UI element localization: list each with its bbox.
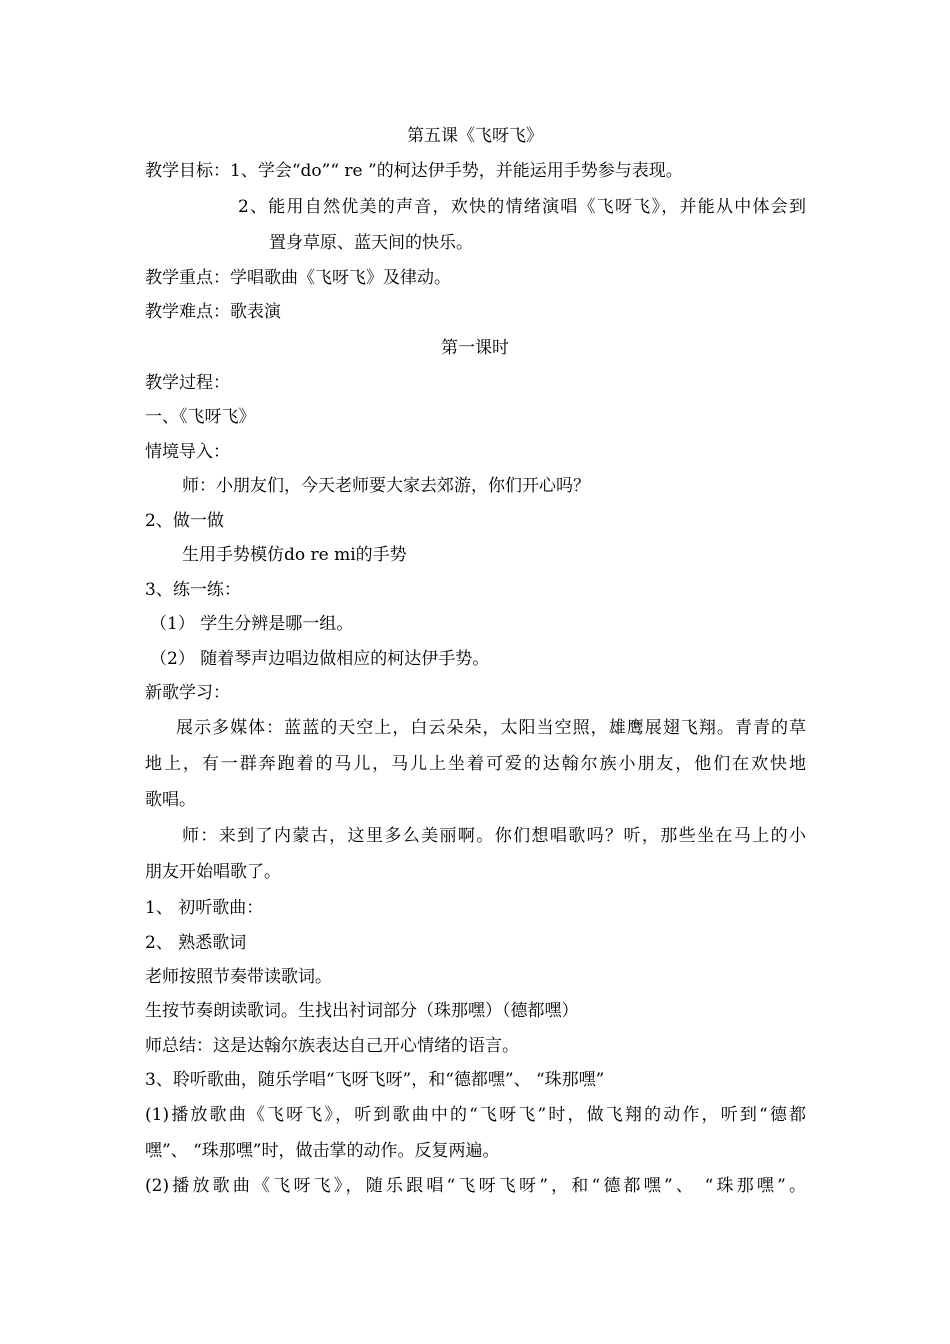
intro-text: 师：小朋友们，今天老师要大家去郊游，你们开心吗？ [182,476,590,496]
media-line-1: 展示多媒体：蓝蓝的天空上，白云朵朵，太阳当空照，雄鹰展翅飞翔。青青的草 [176,718,806,738]
section-1-heading: 一、《飞呀飞》 [145,407,256,427]
session-title: 第一课时 [441,338,509,358]
objectives-label: 教学目标： [145,161,230,181]
media-line-2: 地上，有一群奔跑着的马儿，马儿上坐着可爱的达翰尔族小朋友，他们在欢快地 [145,754,806,774]
song-step-1: 1、 初听歌曲： [145,898,264,918]
objective-2-line-1: 2、能用自然优美的声音，欢快的情绪演唱《飞呀飞》，并能从中体会到 [238,197,806,217]
teacher-line-1: 师：来到了内蒙古，这里多么美丽啊。你们想唱歌吗？听，那些坐在马上的小 [182,826,806,846]
difficulty: 教学难点：歌表演 [145,302,281,322]
step-3-heading: 3、练一练： [145,580,241,600]
lesson-title: 第五课《飞呀飞》 [407,126,543,146]
song-step-2-a: 老师按照节奏带读歌词。 [145,967,332,987]
objective-1: 1、学会“do”“ re ”的柯达伊手势，并能运用手势参与表现。 [230,161,683,181]
objective-2-line-2: 置身草原、蓝天间的快乐。 [269,233,473,253]
practice-1: （1） 学生分辨是哪一组。 [150,614,354,634]
practice-2: （2） 随着琴声边唱边做相应的柯达伊手势。 [150,649,490,669]
step-2-heading: 2、做一做 [145,511,224,531]
teacher-line-2: 朋友开始唱歌了。 [145,862,281,882]
intro-label: 情境导入： [145,442,230,462]
song-step-3-1-line-2: 嘿”、 “珠那嘿”时，做击掌的动作。反复两遍。 [145,1141,500,1161]
media-line-3: 歌唱。 [145,790,196,810]
step-2-text: 生用手势模仿do re mi的手势 [182,545,407,565]
song-step-3-2: (2)播放歌曲《飞呀飞》，随乐跟唱“飞呀飞呀”，和“德都嘿”、 “珠那嘿”。 [145,1176,806,1196]
song-step-2-b: 生按节奏朗读歌词。生找出衬词部分（珠那嘿）（德都嘿） [145,1001,579,1021]
new-song-label: 新歌学习： [145,683,230,703]
key-point: 教学重点：学唱歌曲《飞呀飞》及律动。 [145,268,451,288]
song-step-3: 3、聆听歌曲，随乐学唱“飞呀飞呀”，和“德都嘿”、 “珠那嘿” [145,1070,605,1090]
song-step-3-1-line-1: (1)播放歌曲《飞呀飞》，听到歌曲中的“飞呀飞”时，做飞翔的动作，听到“德都 [145,1105,806,1125]
song-step-2: 2、 熟悉歌词 [145,933,247,953]
process-heading: 教学过程： [145,373,230,393]
song-step-2-c: 师总结：这是达翰尔族表达自己开心情绪的语言。 [145,1036,519,1056]
